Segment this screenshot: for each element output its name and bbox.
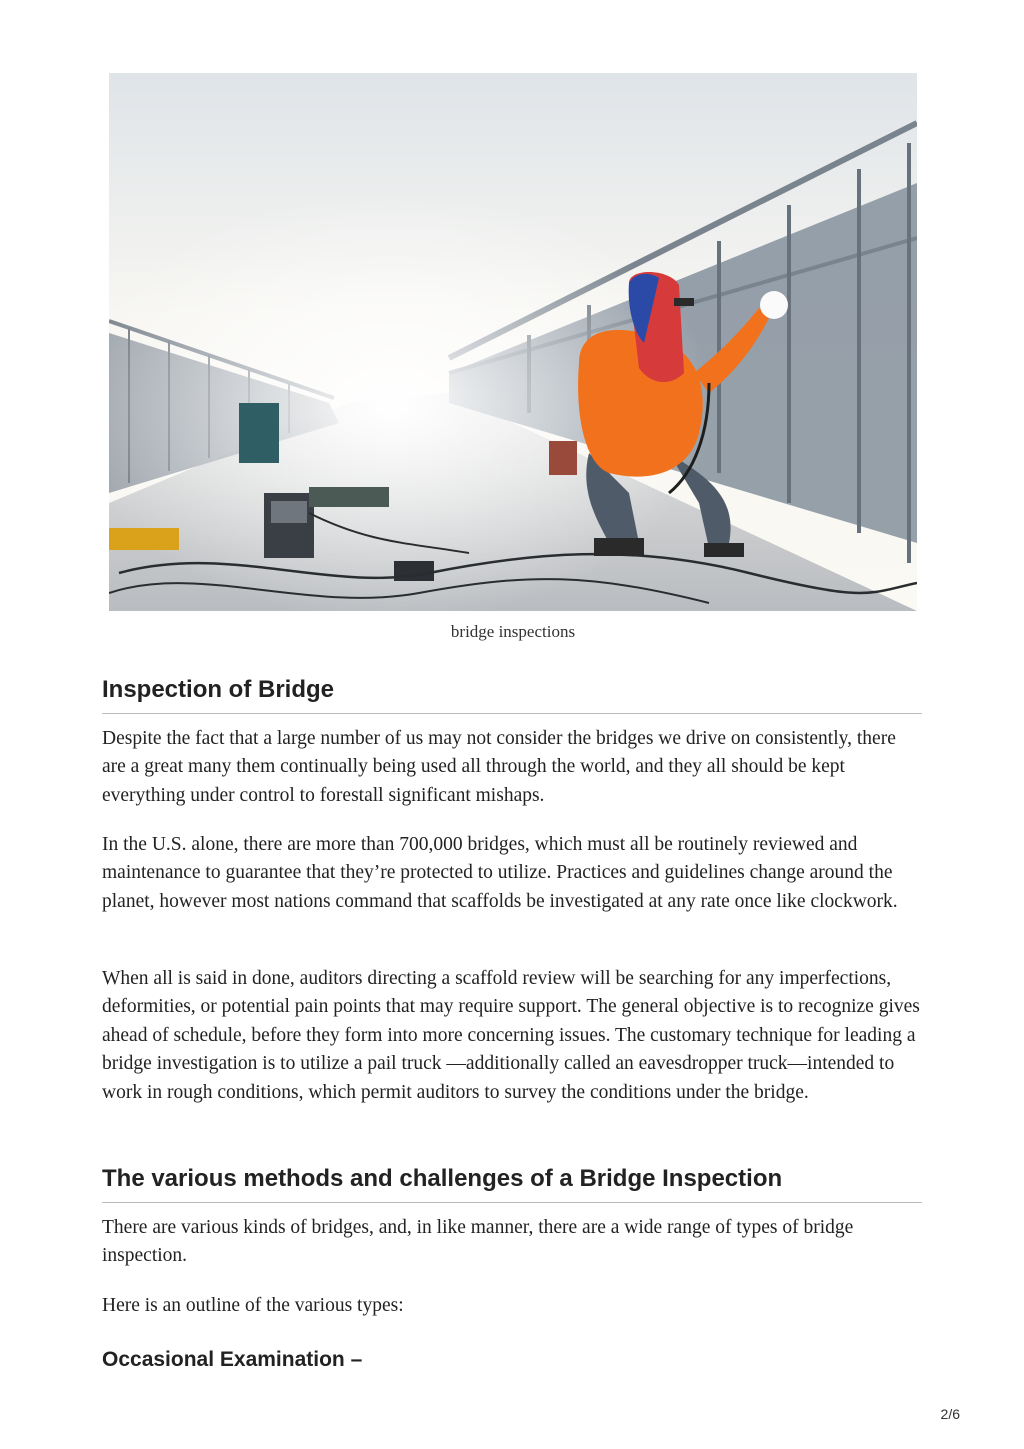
bridge-welder-photo <box>109 73 917 611</box>
paragraph-outline: Here is an outline of the various types: <box>102 1295 404 1316</box>
section-heading-methods: The various methods and challenges of a Bridge Inspection <box>102 1164 922 1203</box>
section-heading-inspection: Inspection of Bridge <box>102 675 922 714</box>
page-number: 2/6 <box>940 1406 960 1422</box>
paragraph-intro: Despite the fact that a large number of us may not consider the bridges we drive on consistently, there are a great many them continually being used all through the world, and they all should be kept everything under control to forestall significant mishaps. <box>102 728 896 806</box>
paragraph-us-bridges: In the U.S. alone, there are more than 700,000 bridges, which must all be routinely reviewed and maintenance to guarantee that they’re protected to utilize. Practices and guidelines change around the planet, however most nations command that scaffolds be investigated at any rate once like clockwork. <box>102 834 898 912</box>
paragraph-kinds: There are various kinds of bridges, and, in like manner, there are a wide range of types of bridge inspection. <box>102 1217 854 1267</box>
paragraph-auditors: When all is said in done, auditors directing a scaffold review will be searching for any imperfections, deformities, or potential pain points that may require support. The general objective is to recognize gives ahead of schedule, before they form into more concerning issues. The customary technique for leading a bridge investigation is to utilize a pail truck —additionally called an eavesdropper truck—intended to work in rough conditions, which permit auditors to survey the conditions under the bridge. <box>102 968 920 1103</box>
subheading-occasional-examination: Occasional Examination – <box>102 1348 363 1371</box>
figure-caption: bridge inspections <box>450 622 576 641</box>
